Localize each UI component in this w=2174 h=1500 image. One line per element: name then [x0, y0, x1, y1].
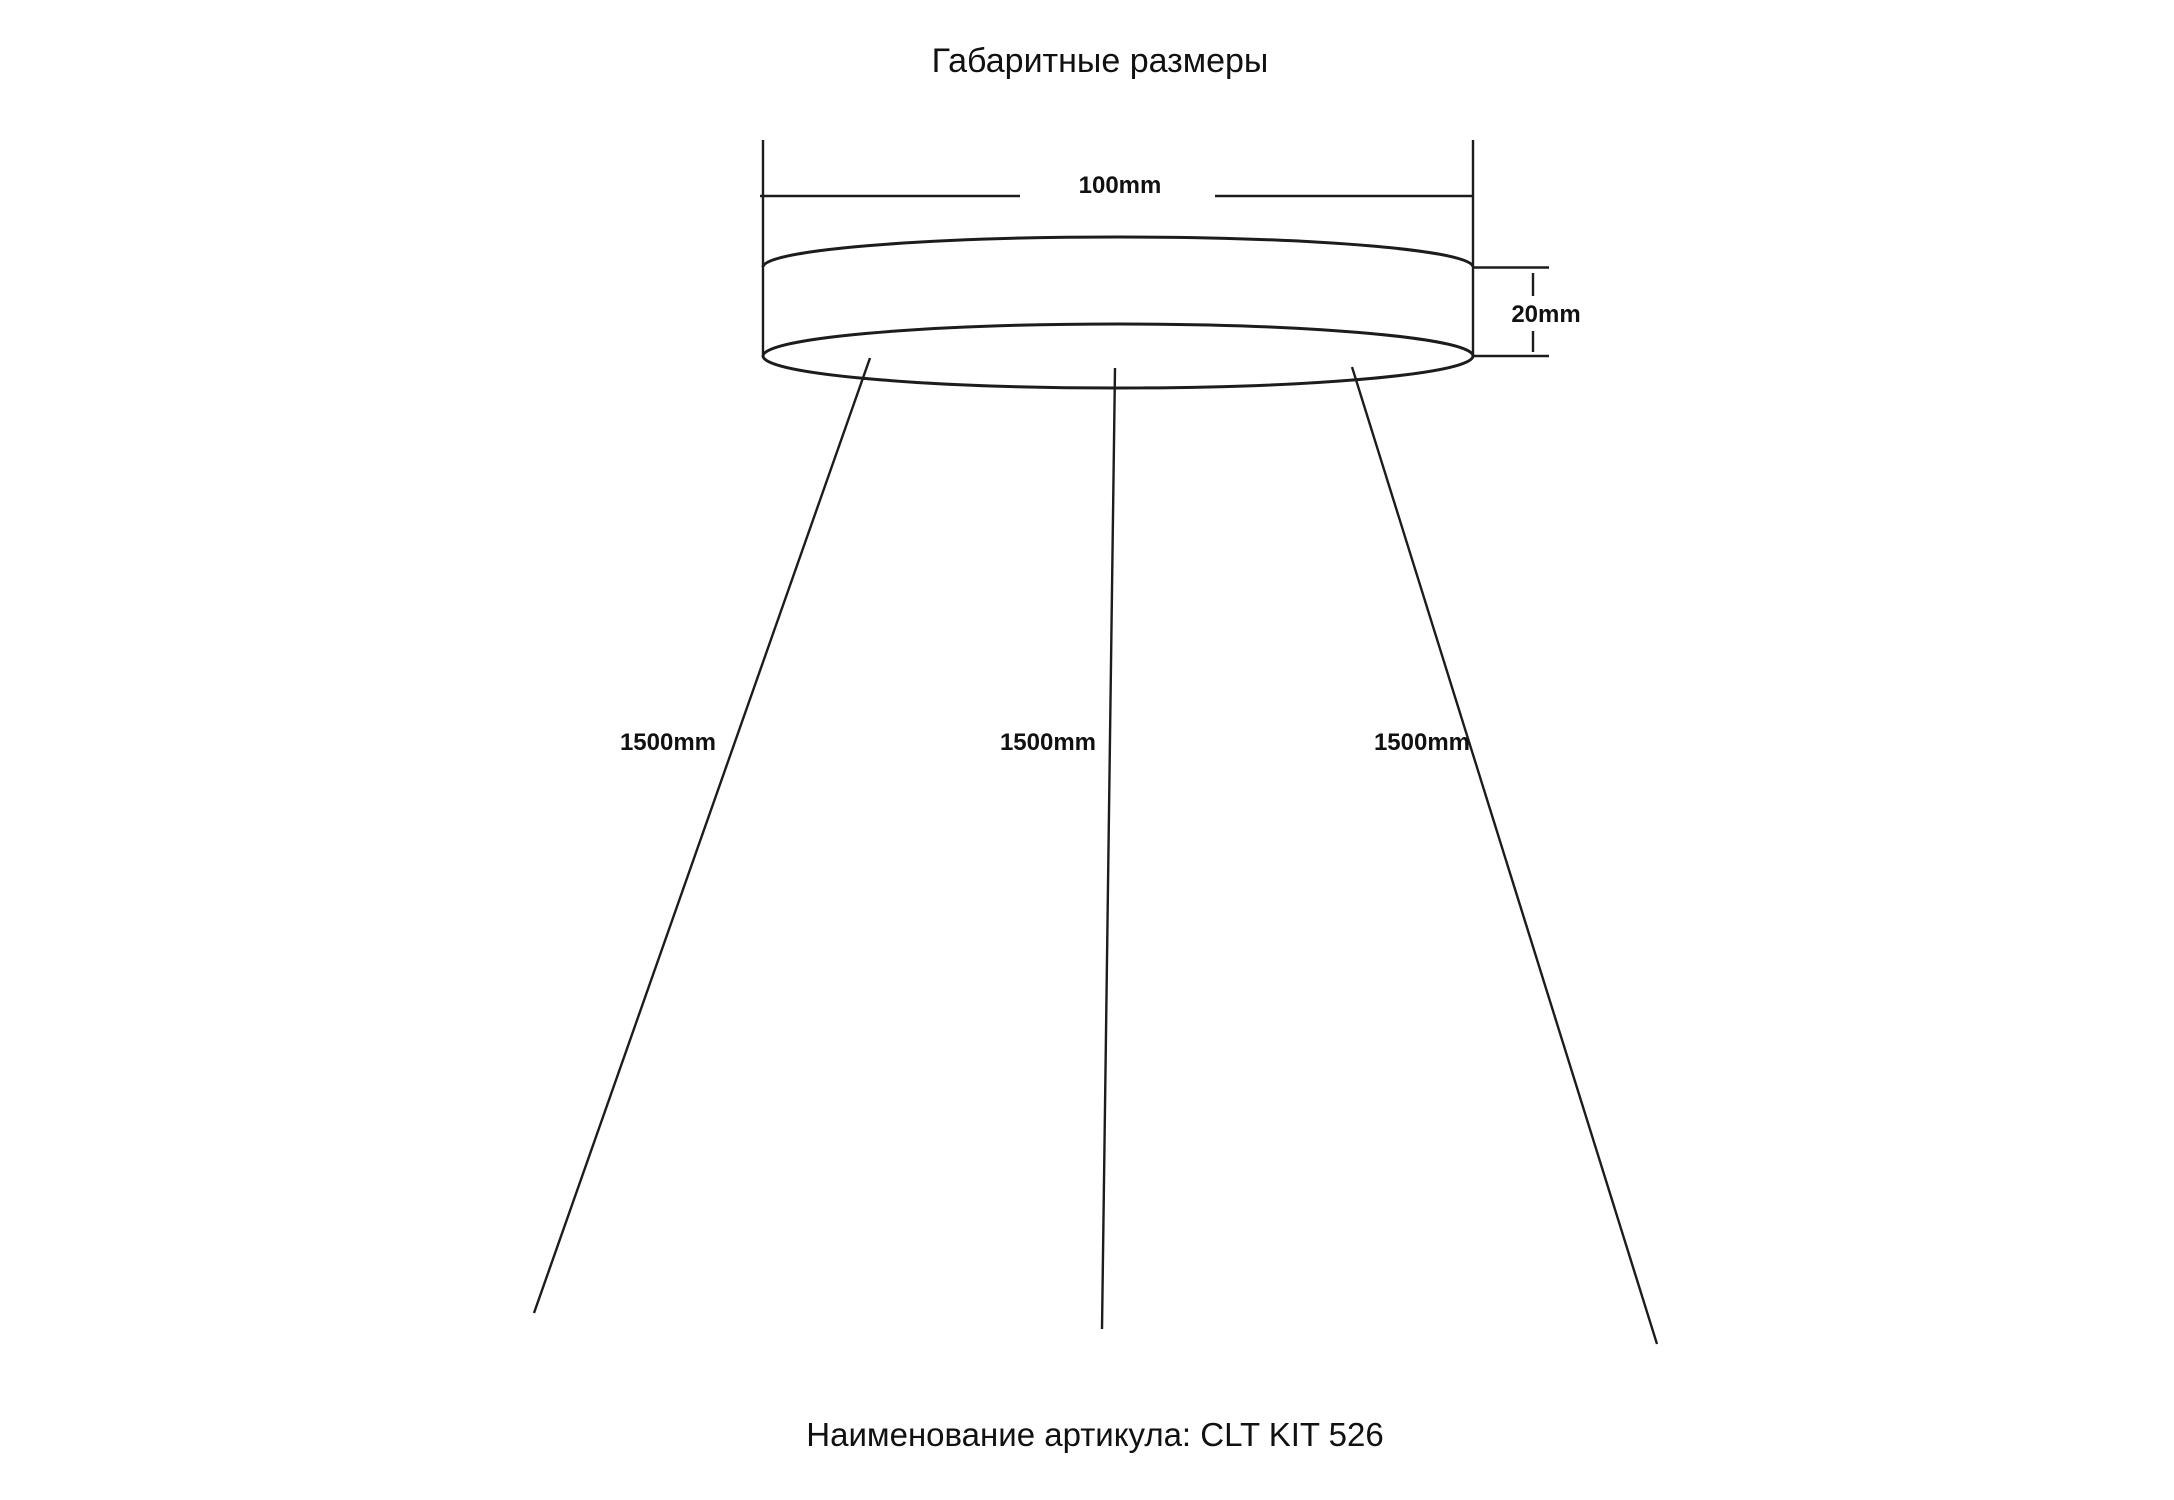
- suspension-cable-right: [1352, 367, 1657, 1344]
- canopy-bottom-ellipse: [763, 324, 1473, 388]
- drawing-title: Габаритные размеры: [931, 42, 1269, 80]
- suspension-cable-center: [1102, 368, 1115, 1329]
- canopy-top-rim-arc: [763, 237, 1473, 267]
- cable-right-length-label: 1500mm: [1373, 729, 1471, 756]
- cable-center-length-label: 1500mm: [999, 729, 1097, 756]
- height-dimension-label: 20mm: [1511, 301, 1581, 328]
- cable-left-length-label: 1500mm: [619, 729, 717, 756]
- article-name-label: Наименование артикула: CLT KIT 526: [806, 1416, 1384, 1453]
- width-dimension-label: 100mm: [1078, 172, 1162, 199]
- suspension-cable-left: [534, 358, 870, 1313]
